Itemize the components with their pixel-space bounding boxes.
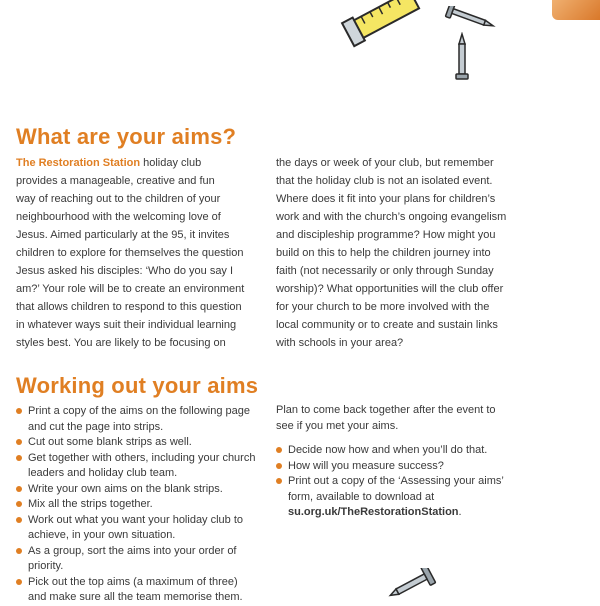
list-item (276, 443, 546, 459)
aims-heading: What are your aims? (16, 124, 237, 149)
bullet-icon (16, 486, 22, 492)
working-intro (276, 402, 546, 434)
corner-decoration (552, 0, 600, 20)
working-left-list (16, 404, 276, 606)
text-line: way of reaching out to the children of your (16, 193, 221, 205)
text-line: Where does it fit into your plans for children’s (276, 193, 496, 205)
bullet-icon (276, 447, 282, 453)
text-line: in whatever ways suit their individual learning (16, 319, 237, 331)
text-line: worship)? What opportunities will the club offer (276, 283, 504, 295)
text-line: that the holiday club is not an isolated event. (276, 175, 493, 187)
bullet-icon (16, 579, 22, 585)
text-line: form, available to download at (288, 490, 435, 503)
list-item (16, 513, 276, 544)
text-line: Decide now how and when you’ll do that. (288, 444, 488, 456)
aims-right-column (276, 154, 546, 352)
list-item (16, 497, 276, 513)
bullet-icon (16, 439, 22, 445)
text-line: holiday club (143, 157, 202, 169)
url-suffix: . (458, 506, 462, 518)
text-line: priority. (28, 560, 64, 572)
list-item (16, 451, 276, 482)
nail-icon (454, 32, 470, 84)
nail-icon (444, 6, 496, 32)
text-line: Jesus. Aimed particularly at the 95, it invites (16, 229, 230, 241)
text-line: am?’ Your role will be to create an environment (16, 283, 245, 295)
text-line: Get together with others, including your church (28, 451, 256, 464)
list-item (16, 544, 276, 575)
text-line: styles best. You are likely to be focusing on (16, 337, 226, 349)
bullet-icon (276, 478, 282, 484)
text-line: see if you met your aims. (276, 420, 399, 432)
bullet-icon (16, 501, 22, 507)
text-line: provides a manageable, creative and fun (16, 175, 215, 187)
aims-left-column (16, 154, 266, 352)
text-line: the days or week of your club, but remember (276, 157, 494, 169)
list-item (16, 575, 276, 606)
text-line: and discipleship programme? How might you (276, 229, 496, 241)
text-line: Print a copy of the aims on the following page (28, 405, 250, 417)
text-line: Jesus asked his disciples: ‘Who do you say I (16, 265, 234, 277)
nail-icon (388, 568, 444, 600)
text-line: Plan to come back together after the event to (276, 404, 496, 416)
text-line: and make sure all the team memorise them. (28, 591, 243, 603)
text-line: work and with the church’s ongoing evangelism (276, 211, 507, 223)
list-item (276, 474, 546, 521)
text-line: with schools in your area? (276, 337, 404, 349)
text-line: achieve, in your own situation. (28, 529, 176, 541)
club-name: The Restoration Station (16, 157, 141, 169)
bullet-icon (16, 548, 22, 554)
list-item (16, 482, 276, 498)
text-line: Print out a copy of the ‘Assessing your aims’ (288, 475, 504, 487)
text-line: Write your own aims on the blank strips. (28, 482, 223, 495)
text-line: As a group, sort the aims into your order of (28, 544, 237, 557)
download-link[interactable]: su.org.uk/TheRestorationStation (288, 506, 459, 518)
working-heading: Working out your aims (16, 373, 259, 398)
working-right-list (276, 443, 546, 521)
bullet-icon (16, 517, 22, 523)
text-line: and cut the page into strips. (28, 420, 164, 433)
text-line: build on this to help the children journey into (276, 247, 491, 259)
text-line: Mix all the strips together. (28, 498, 153, 510)
text-line: How will you measure success? (288, 459, 444, 472)
bullet-icon (16, 455, 22, 461)
bullet-icon (276, 463, 282, 469)
list-item (16, 435, 276, 451)
download-line (288, 505, 546, 521)
text-line: children to explore for themselves the question (16, 247, 244, 259)
text-line: faith (not necessarily or only through Sunday (276, 265, 494, 277)
list-item (276, 459, 546, 475)
text-line: Work out what you want your holiday club to (28, 513, 244, 526)
text-line: for your church to be more involved with the (276, 301, 490, 313)
text-line: leaders and holiday club team. (28, 467, 178, 479)
text-line: neighbourhood with the welcoming love of (16, 211, 221, 223)
text-line: local community or to create and sustain links (276, 319, 498, 331)
bullet-icon (16, 408, 22, 414)
list-item (16, 404, 276, 435)
text-line: Pick out the top aims (a maximum of three) (28, 575, 238, 588)
text-line: Cut out some blank strips as well. (28, 436, 192, 448)
text-line: that allows children to respond to this question (16, 301, 242, 313)
